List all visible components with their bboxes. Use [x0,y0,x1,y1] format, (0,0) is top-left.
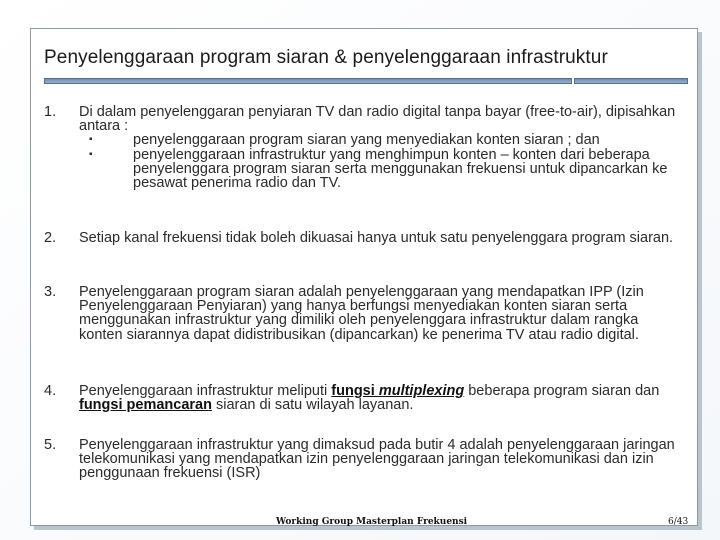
bullet-item-1 [79,133,679,147]
highlight-fungsi-pemancaran: fungsi pemancaran [79,397,212,414]
item-text: Penyelenggaraan program siaran adalah penyelenggaraan yang mendapatkan IPP (Izin Penyelenggaraan Penyiaran) yang hanya berfungsi menyediakan konten siaran serta menggunakan infrastruktur yang dimiliki oleh penyelenggara infrastruktur dalam rangka konten siarannya dapat didistribusikan (dipancarkan) ke penerima TV atau radio digital. [79,284,644,343]
bullet-list [79,133,679,190]
item-number: 3. [44,284,57,300]
footer-text: Working Group Masterplan Frekuensi [276,517,468,527]
bullet-text: penyelenggaraan infrastruktur yang menghimpun konten – konten dari beberapa penyelenggara program siaran serta menggunakan frekuensi untuk dipancarkan ke pesawat penerima radio dan TV. [133,146,668,192]
item-text: Setiap kanal frekuensi tidak boleh dikuasai hanya untuk satu penyelenggara program siaran. [79,230,674,246]
item-number: 4. [44,383,57,399]
item-text [79,384,679,412]
title-underline-bar [44,78,572,84]
item-text-part: Penyelenggaraan infrastruktur meliputi [79,383,332,399]
title-underline-bar-end [574,78,688,84]
slide-title: Penyelenggaraan program siaran & penyelenggaraan infrastruktur [44,47,608,68]
bullet-icon: ▪ [89,134,93,146]
item-text: Di dalam penyelenggaran penyiaran TV dan radio digital tanpa bayar (free-to-air), dipisahkan antara : [79,104,676,135]
item-text-part: siaran di satu wilayah layanan. [211,397,414,414]
item-text: Penyelenggaraan infrastruktur yang dimaksud pada butir 4 adalah penyelenggaraan jaringan telekomunikasi yang mendapatkan izin penyelenggaraan jaringan telekomunikasi dan izin penggunaan frekuensi (ISR) [79,437,675,482]
item-number: 1. [44,104,57,120]
item-number: 5. [44,437,57,453]
bullet-item-2 [79,148,679,191]
page-number: 6/43 [668,517,689,527]
bullet-text: penyelenggaraan program siaran yang menyediakan konten siaran ; dan [133,132,600,149]
bullet-icon: ▪ [89,148,93,160]
item-body [79,105,679,190]
highlight-text-italic: multiplexing [378,383,465,399]
item-text-part: beberapa program siaran dan [464,383,660,399]
item-number: 2. [44,230,57,246]
highlight-text: fungsi [331,383,379,399]
